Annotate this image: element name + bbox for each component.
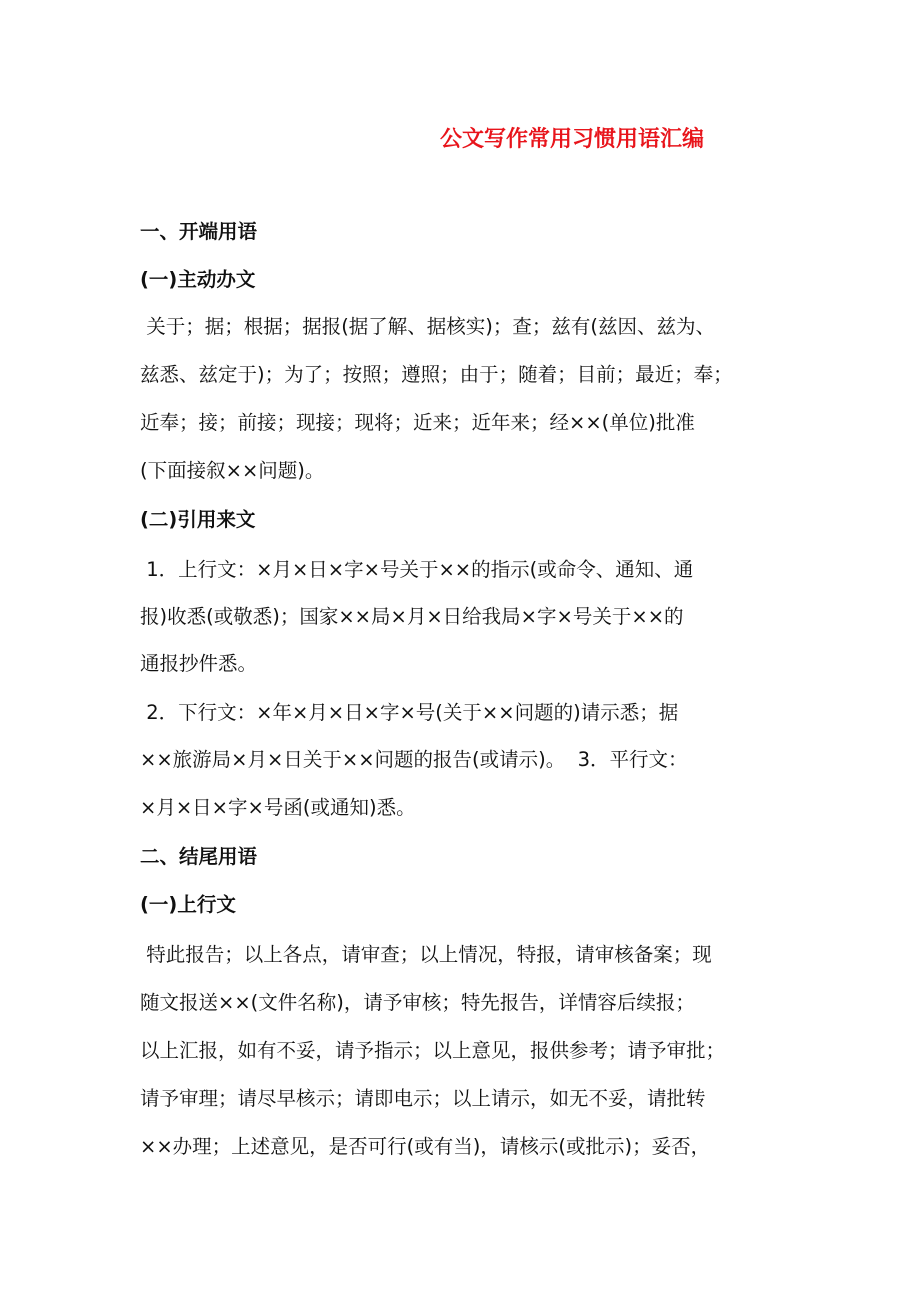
paragraph-line: 关于；据；根据；据报(据了解、据核实)；查；兹有(兹因、兹为、 — [140, 315, 716, 338]
paragraph-line: ××旅游局×月×日关于××问题的报告(或请示)。 3．平行文： — [140, 748, 688, 771]
paragraph-line: (下面接叙××问题)。 — [140, 459, 325, 482]
section-heading: 二、结尾用语 — [140, 845, 258, 868]
paragraph-line: 请予审理；请尽早核示；请即电示；以上请示，如无不妥，请批转 — [140, 1087, 706, 1110]
section-heading: 一、开端用语 — [140, 220, 258, 243]
paragraph-line: 兹悉、兹定于)；为了；按照；遵照；由于；随着；目前；最近；奉； — [140, 363, 733, 386]
document-title: 公文写作常用习惯用语汇编 — [440, 127, 705, 152]
paragraph-line: ×月×日×字×号函(或通知)悉。 — [140, 796, 416, 819]
paragraph-line: 特此报告；以上各点，请审查；以上情况，特报，请审核备案；现 — [140, 943, 712, 966]
subsection-heading: (二)引用来文 — [140, 508, 256, 531]
paragraph-line: 通报抄件悉。 — [140, 652, 258, 675]
subsection-heading: (一)上行文 — [140, 893, 236, 916]
paragraph-line: 1．上行文：×月×日×字×号关于××的指示(或命令、通知、通 — [140, 558, 694, 581]
paragraph-line: 近奉；接；前接；现接；现将；近来；近年来；经××(单位)批准 — [140, 411, 695, 434]
subsection-heading: (一)主动办文 — [140, 268, 256, 291]
paragraph-line: 随文报送××(文件名称)，请予审核；特先报告，详情容后续报； — [140, 991, 695, 1014]
paragraph-line: 以上汇报，如有不妥，请予指示；以上意见，报供参考；请予审批； — [140, 1039, 726, 1062]
paragraph-line: ××办理；上述意见，是否可行(或有当)，请核示(或批示)；妥否， — [140, 1135, 711, 1158]
paragraph-line: 报)收悉(或敬悉)；国家××局×月×日给我局×字×号关于××的 — [140, 605, 684, 628]
paragraph-line: 2．下行文：×年×月×日×字×号(关于××问题的)请示悉；据 — [140, 701, 679, 724]
